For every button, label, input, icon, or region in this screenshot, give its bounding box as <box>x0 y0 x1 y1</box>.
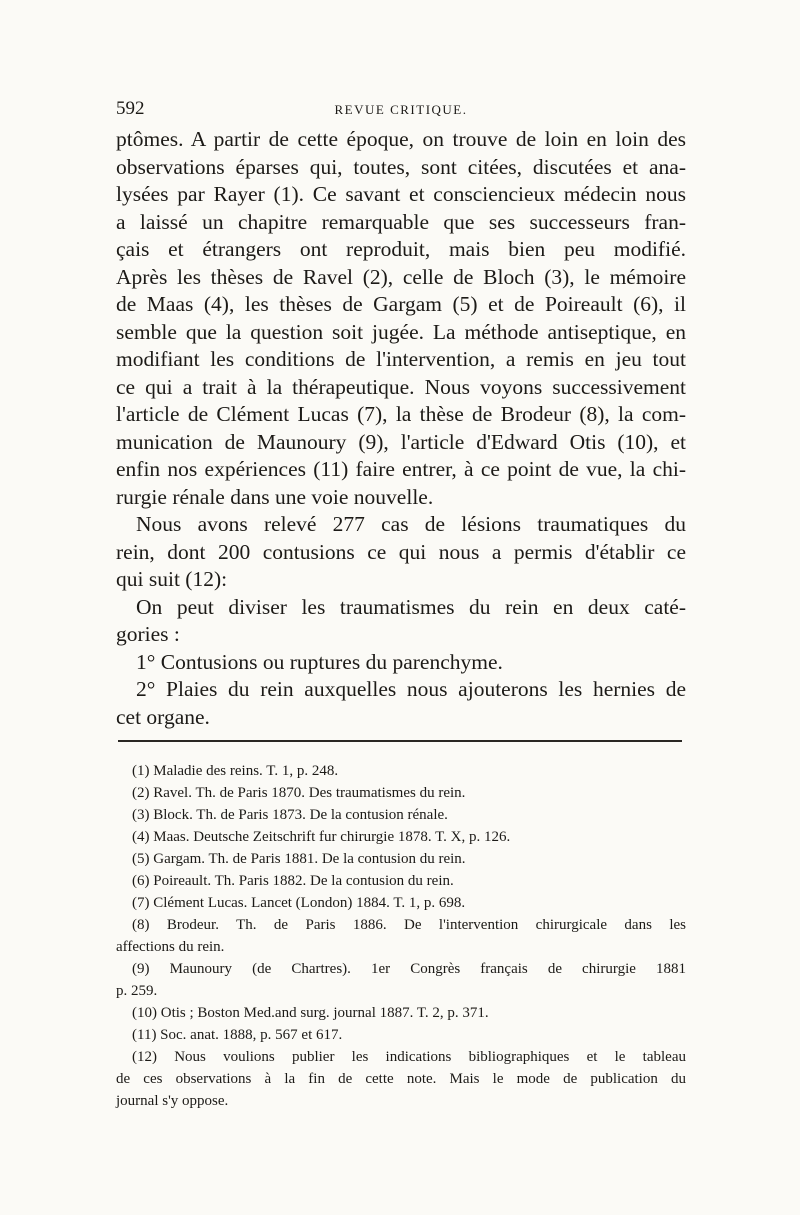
body-line: cet organe. <box>116 704 210 729</box>
footnote-line: p. 259. <box>116 983 158 999</box>
running-head: REVUE CRITIQUE. <box>334 102 468 117</box>
body-line: observations éparses qui, toutes, sont citées, discutées et ana- <box>116 154 686 179</box>
body-line: Nous avons relevé 277 cas de lésions traumatiques du <box>136 512 686 536</box>
footnote-line: (6) Poireault. Th. Paris 1882. De la contusion du rein. <box>132 873 454 889</box>
footnote-line: (12) Nous voulions publier les indications bibliographiques et le tableau <box>132 1049 686 1065</box>
body-text <box>116 126 686 731</box>
body-line: gories : <box>116 622 180 646</box>
body-line: modifiant les conditions de l'intervention, a remis en jeu tout <box>116 347 686 371</box>
footnote-line: (1) Maladie des reins. T. 1, p. 248. <box>132 763 339 779</box>
footnote-line: (3) Block. Th. de Paris 1873. De la contusion rénale. <box>132 807 448 823</box>
body-line: semble que la question soit jugée. La méthode antiseptique, en <box>116 319 686 344</box>
footnote-line: affections du rein. <box>116 939 225 955</box>
page-header <box>116 98 686 126</box>
body-line: On peut diviser les traumatismes du rein en deux caté- <box>136 594 686 619</box>
footnote-divider <box>118 740 682 742</box>
body-line: munication de Maunoury (9), l'article d'Edward Otis (10), et <box>116 429 686 454</box>
body-line: enfin nos expériences (11) faire entrer, à ce point de vue, la chi- <box>116 457 686 481</box>
footnote-line: (7) Clément Lucas. Lancet (London) 1884. T. 1, p. 698. <box>132 895 466 911</box>
body-line: 2° Plaies du rein auxquelles nous ajouterons les hernies de <box>136 677 686 701</box>
footnote-line: (10) Otis ; Boston Med.and surg. journal 1887. T. 2, p. 371. <box>132 1005 489 1021</box>
footnote-line: journal s'y oppose. <box>116 1093 229 1109</box>
body-line: rein, dont 200 contusions ce qui nous a permis d'établir ce <box>116 539 686 564</box>
body-line: rurgie rénale dans une voie nouvelle. <box>116 484 434 509</box>
body-line: Après les thèses de Ravel (2), celle de Bloch (3), le mémoire <box>116 264 686 289</box>
footnote-line: (11) Soc. anat. 1888, p. 567 et 617. <box>132 1027 343 1043</box>
footnote-line: (8) Brodeur. Th. de Paris 1886. De l'intervention chirurgicale dans les <box>132 917 686 933</box>
body-line: ce qui a trait à la thérapeutique. Nous voyons successivement <box>116 374 686 399</box>
body-line: a laissé un chapitre remarquable que ses successeurs fran- <box>116 209 686 234</box>
page-number: 592 <box>116 98 145 119</box>
body-line: qui suit (12): <box>116 567 228 591</box>
body-line: 1° Contusions ou ruptures du parenchyme. <box>136 649 503 674</box>
body-line: ptômes. A partir de cette époque, on trouve de loin en loin des <box>116 127 686 151</box>
footnote-line: (2) Ravel. Th. de Paris 1870. Des traumatismes du rein. <box>132 785 466 801</box>
body-line: l'article de Clément Lucas (7), la thèse de Brodeur (8), la com- <box>116 402 686 426</box>
footnote-line: (4) Maas. Deutsche Zeitschrift fur chirurgie 1878. T. X, p. 126. <box>132 829 511 845</box>
body-line: de Maas (4), les thèses de Gargam (5) et de Poireault (6), il <box>116 292 686 316</box>
footnote-line: de ces observations à la fin de cette note. Mais le mode de publication du <box>116 1071 686 1087</box>
body-line: çais et étrangers ont reproduit, mais bien peu modifié. <box>116 237 686 261</box>
footnote-line: (5) Gargam. Th. de Paris 1881. De la contusion du rein. <box>132 851 466 867</box>
footnotes <box>116 760 686 1112</box>
body-line: lysées par Rayer (1). Ce savant et consciencieux médecin nous <box>116 182 686 206</box>
footnote-line: (9) Maunoury (de Chartres). 1er Congrès français de chirurgie 1881 <box>132 961 686 977</box>
